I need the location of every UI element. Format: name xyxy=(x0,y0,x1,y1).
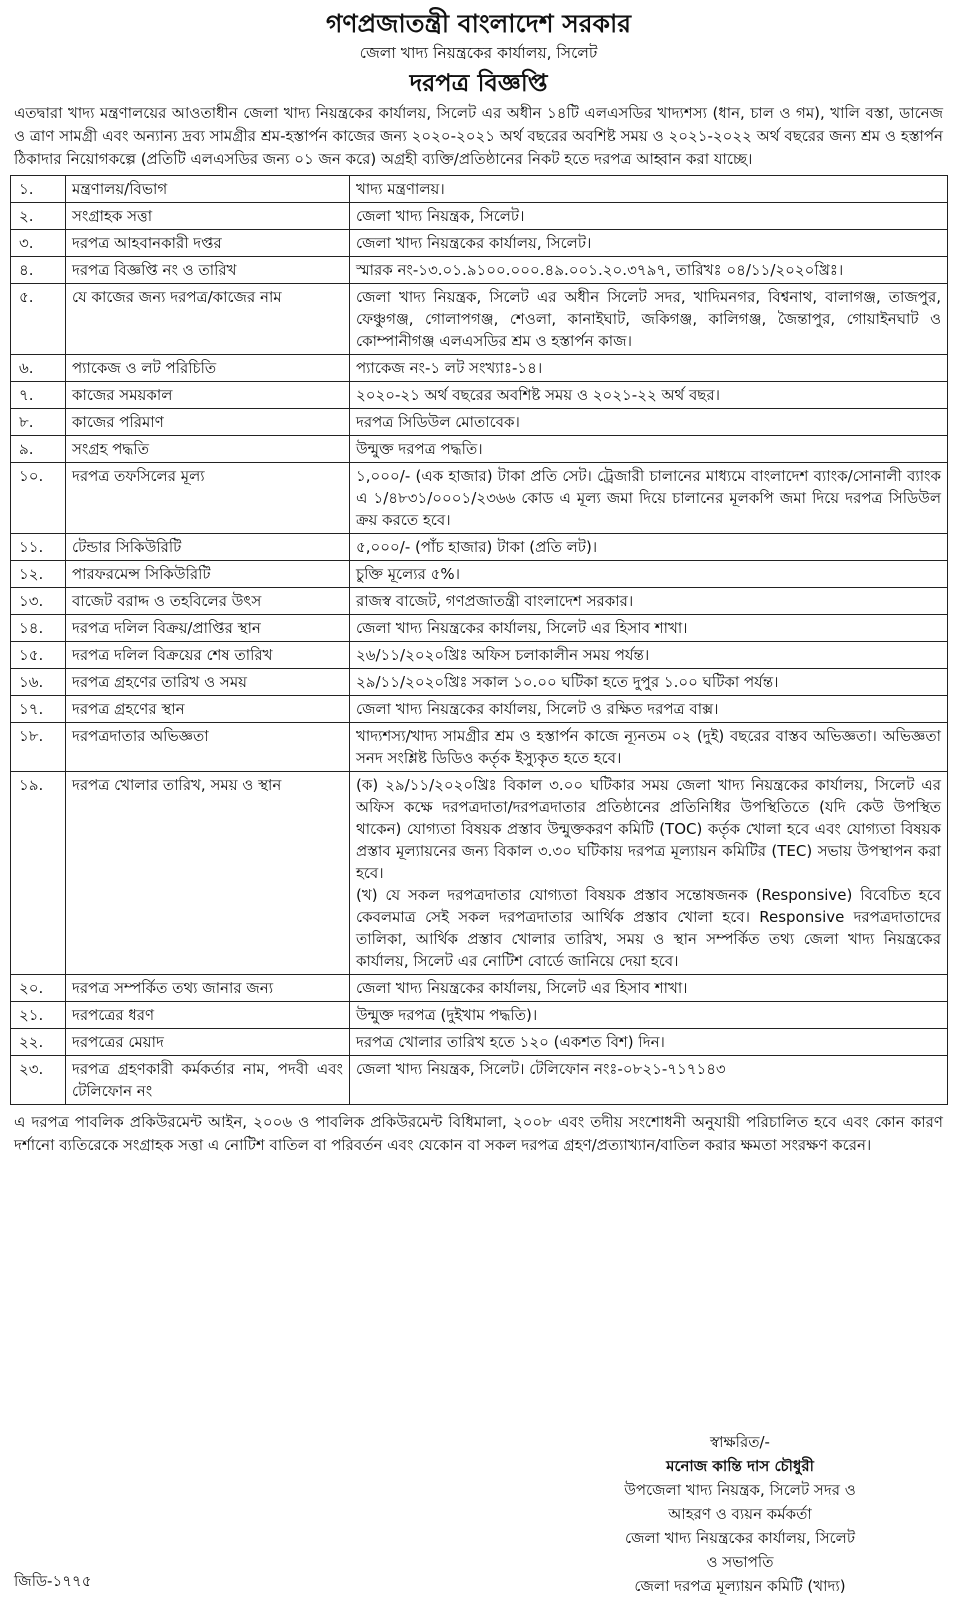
notice-title: দরপত্র বিজ্ঞপ্তি xyxy=(409,69,548,97)
row-value: জেলা খাদ্য নিয়ন্ত্রকের কার্যালয়, সিলেট। xyxy=(356,234,592,252)
row-value: উন্মুক্ত দরপত্র পদ্ধতি। xyxy=(356,440,483,458)
row-label: দরপত্র দলিল বিক্রয়ের শেষ তারিখ xyxy=(66,642,350,669)
row-value-cell xyxy=(350,615,948,642)
row-value-part-2: (খ) যে সকল দরপত্রদাতার যোগ্যতা বিষয়ক প্রস্তাব সন্তোষজনক (Responsive) বিবেচিত হবে কেবলমাত্র সেই সকল দরপত্রদাতার আর্থিক প্রস্তাব খোলা হবে। Responsive দরপত্রদাতাদের তালিকা, আর্থিক প্রস্তাব খোলার তারিখ, সময় ও স্থান সম্পর্কিত তথ্য জেলা খাদ্য নিয়ন্ত্রকের কার্যালয়, সিলেট এর নোটিশ বোর্ডে জানিয়ে দেয়া হবে। xyxy=(356,886,941,970)
row-number: ৫. xyxy=(11,284,66,355)
row-value-cell xyxy=(350,463,948,534)
row-number: ২. xyxy=(11,203,66,230)
table-row xyxy=(11,561,948,588)
row-number: ১৭. xyxy=(11,696,66,723)
row-number: ১২. xyxy=(11,561,66,588)
row-value-cell xyxy=(350,382,948,409)
row-value: জেলা খাদ্য নিয়ন্ত্রকের কার্যালয়, সিলেট এর হিসাব শাখা। xyxy=(356,979,688,997)
row-number: ১৬. xyxy=(11,669,66,696)
table-row xyxy=(11,1029,948,1056)
table-row xyxy=(11,257,948,284)
row-value-cell xyxy=(350,436,948,463)
row-value-cell xyxy=(350,203,948,230)
row-label: দরপত্রের মেয়াদ xyxy=(66,1029,350,1056)
row-number: ১৫. xyxy=(11,642,66,669)
row-value: স্মারক নং-১৩.০১.৯১০০.০০০.৪৯.০০১.২০.৩৭৯৭, তারিখঃ ০৪/১১/২০২০খ্রিঃ। xyxy=(356,261,844,279)
row-number: ২৩. xyxy=(11,1056,66,1105)
row-value-cell xyxy=(350,669,948,696)
row-value-cell xyxy=(350,642,948,669)
row-value-cell xyxy=(350,723,948,772)
table-row xyxy=(11,436,948,463)
table-row xyxy=(11,772,948,975)
row-value-cell xyxy=(350,975,948,1002)
row-label: দরপত্র দলিল বিক্রয়/প্রাপ্তির স্থান xyxy=(66,615,350,642)
row-label: কাজের সময়কাল xyxy=(66,382,350,409)
row-value: জেলা খাদ্য নিয়ন্ত্রকের কার্যালয়, সিলেট ও রক্ষিত দরপত্র বাক্স। xyxy=(356,700,719,718)
signatory-designation-5: জেলা দরপত্র মূল্যায়ন কমিটি (খাদ্য) xyxy=(634,1577,846,1595)
row-value-cell xyxy=(350,284,948,355)
table-row xyxy=(11,382,948,409)
row-value: দরপত্র খোলার তারিখ হতে ১২০ (একশত বিশ) দিন। xyxy=(356,1033,665,1051)
table-row xyxy=(11,669,948,696)
row-value-cell xyxy=(350,534,948,561)
table-row xyxy=(11,534,948,561)
row-value: খাদ্যশস্য/খাদ্য সামগ্রীর শ্রম ও হস্তার্পন কাজে ন্যূনতম ০২ (দুই) বছরের বাস্তব অভিজ্ঞতা। অভিজ্ঞতা সনদ সংশ্লিষ্ট ডিডিও কর্তৃক ইস্যুকৃত হতে হবে। xyxy=(356,727,941,767)
row-label: দরপত্র গ্রহণকারী কর্মকর্তার নাম, পদবী এবং টেলিফোন নং xyxy=(66,1056,350,1105)
row-number: ১৯. xyxy=(11,772,66,975)
row-number: ৮. xyxy=(11,409,66,436)
row-number: ৬. xyxy=(11,355,66,382)
row-label: টেন্ডার সিকিউরিটি xyxy=(66,534,350,561)
row-value-cell xyxy=(350,409,948,436)
row-number: ২১. xyxy=(11,1002,66,1029)
row-label: প্যাকেজ ও লট পরিচিতি xyxy=(66,355,350,382)
row-label: মন্ত্রণালয়/বিভাগ xyxy=(66,176,350,203)
row-label: দরপত্রদাতার অভিজ্ঞতা xyxy=(66,723,350,772)
row-number: ১৩. xyxy=(11,588,66,615)
row-number: ১৮. xyxy=(11,723,66,772)
signatory-designation-2: আহরণ ও ব্যয়ন কর্মকর্তা xyxy=(668,1505,812,1523)
row-label: দরপত্র আহবানকারী দপ্তর xyxy=(66,230,350,257)
row-number: ১০. xyxy=(11,463,66,534)
office-subtitle: জেলা খাদ্য নিয়ন্ত্রকের কার্যালয়, সিলেট xyxy=(359,44,598,62)
row-label: দরপত্র খোলার তারিখ, সময় ও স্থান xyxy=(66,772,350,975)
row-value-cell xyxy=(350,772,948,975)
row-number: ৯. xyxy=(11,436,66,463)
row-value-cell xyxy=(350,1002,948,1029)
row-value: ২০২০-২১ অর্থ বছরের অবশিষ্ট সময় ও ২০২১-২২ অর্থ বছর। xyxy=(356,386,721,404)
row-label: বাজেট বরাদ্দ ও তহবিলের উৎস xyxy=(66,588,350,615)
table-row xyxy=(11,355,948,382)
row-value-cell xyxy=(350,1029,948,1056)
tender-details-table xyxy=(10,175,948,1105)
row-value: ২৯/১১/২০২০খ্রিঃ সকাল ১০.০০ ঘটিকা হতে দুপুর ১.০০ ঘটিকা পর্যন্ত। xyxy=(356,673,779,691)
government-title: গণপ্রজাতন্ত্রী বাংলাদেশ সরকার xyxy=(326,9,631,38)
signatory-designation-3: জেলা খাদ্য নিয়ন্ত্রকের কার্যালয়, সিলেট xyxy=(625,1529,855,1547)
notice-header xyxy=(10,8,947,100)
row-value: প্যাকেজ নং-১ লট সংখ্যাঃ-১৪। xyxy=(356,359,543,377)
row-value-cell xyxy=(350,1056,948,1105)
row-label: দরপত্র তফসিলের মূল্য xyxy=(66,463,350,534)
row-label: যে কাজের জন্য দরপত্র/কাজের নাম xyxy=(66,284,350,355)
row-label: দরপত্র সম্পর্কিত তথ্য জানার জন্য xyxy=(66,975,350,1002)
row-value-cell xyxy=(350,588,948,615)
signatory-designation-1: উপজেলা খাদ্য নিয়ন্ত্রক, সিলেট সদর ও xyxy=(624,1481,856,1499)
row-value: ১,০০০/- (এক হাজার) টাকা প্রতি সেট। ট্রেজারী চালানের মাধ্যমে বাংলাদেশ ব্যাংক/সোনালী ব্যাংক এ ১/৪৮৩১/০০০১/২৩৬৬ কোড এ মূল্য জমা দিয়ে চালানের মূলকপি জমা দিয়ে দরপত্র সিডিউল ক্রয় করতে হবে। xyxy=(356,467,941,529)
row-value: জেলা খাদ্য নিয়ন্ত্রক, সিলেট। টেলিফোন নংঃ-০৮২১-৭১৭১৪৩ xyxy=(356,1060,726,1078)
row-label: দরপত্র গ্রহণের তারিখ ও সময় xyxy=(66,669,350,696)
row-label: সংগ্রাহক সত্তা xyxy=(66,203,350,230)
row-value: জেলা খাদ্য নিয়ন্ত্রক, সিলেট। xyxy=(356,207,525,225)
row-number: ২০. xyxy=(11,975,66,1002)
table-row xyxy=(11,615,948,642)
signature-block xyxy=(560,1430,920,1598)
row-value: উন্মুক্ত দরপত্র (দুইখাম পদ্ধতি)। xyxy=(356,1006,538,1024)
signatory-designation-4: ও সভাপতি xyxy=(706,1553,774,1571)
row-value: ৫,০০০/- (পাঁচ হাজার) টাকা (প্রতি লট)। xyxy=(356,538,598,556)
row-number: ২২. xyxy=(11,1029,66,1056)
row-number: ৭. xyxy=(11,382,66,409)
table-row xyxy=(11,463,948,534)
table-row xyxy=(11,1002,948,1029)
table-row xyxy=(11,642,948,669)
row-value: জেলা খাদ্য নিয়ন্ত্রক, সিলেট এর অধীন সিলেট সদর, খাদিমনগর, বিশ্বনাথ, বালাগঞ্জ, তাজপুর, ফেঞ্চুগঞ্জ, গোলাপগঞ্জ, শেওলা, কানাইঘাট, জকিগঞ্জ, কালিগঞ্জ, জৈন্তাপুর, গোয়াইনঘাট ও কোম্পানীগঞ্জ এলএসডির শ্রম ও হস্তার্পন কাজ। xyxy=(356,288,941,350)
row-value: চুক্তি মূল্যের ৫%। xyxy=(356,565,460,583)
row-value: রাজস্ব বাজেট, গণপ্রজাতন্ত্রী বাংলাদেশ সরকার। xyxy=(356,592,634,610)
table-row xyxy=(11,1056,948,1105)
row-value-cell xyxy=(350,176,948,203)
row-label: দরপত্রের ধরণ xyxy=(66,1002,350,1029)
row-number: ১. xyxy=(11,176,66,203)
row-value: ২৬/১১/২০২০খ্রিঃ অফিস চলাকালীন সময় পর্যন্ত। xyxy=(356,646,650,664)
intro-paragraph: এতদ্বারা খাদ্য মন্ত্রণালয়ের আওতাধীন জেলা খাদ্য নিয়ন্ত্রকের কার্যালয়, সিলেট এর অধীন ১৪টি এলএসডির খাদ্যশস্য (ধান, চাল ও গম), খালি বস্তা, ডানেজ ও ত্রাণ সামগ্রী এবং অন্যান্য দ্রব্য সামগ্রীর শ্রম-হস্তার্পন কাজের জন্য ২০২০-২০২১ অর্থ বছরের অবশিষ্ট সময় ও ২০২১-২০২২ অর্থ বছরের জন্য শ্রম ও হস্তার্পন ঠিকাদার নিয়োগকল্পে (প্রতিটি এলএসডির জন্য ০১ জন করে) অগ্রহী ব্যক্তি/প্রতিষ্ঠানের নিকট হতে দরপত্র আহ্বান করা যাচ্ছে। xyxy=(14,104,943,168)
row-number: ১৪. xyxy=(11,615,66,642)
row-number: ৩. xyxy=(11,230,66,257)
row-value-cell xyxy=(350,696,948,723)
table-row xyxy=(11,409,948,436)
table-row xyxy=(11,588,948,615)
table-row xyxy=(11,230,948,257)
row-label: দরপত্র বিজ্ঞপ্তি নং ও তারিখ xyxy=(66,257,350,284)
row-label: সংগ্রহ পদ্ধতি xyxy=(66,436,350,463)
row-value-cell xyxy=(350,561,948,588)
table-row xyxy=(11,203,948,230)
row-value-cell xyxy=(350,257,948,284)
row-number: ১১. xyxy=(11,534,66,561)
row-number: ৪. xyxy=(11,257,66,284)
table-row xyxy=(11,284,948,355)
row-value: জেলা খাদ্য নিয়ন্ত্রকের কার্যালয়, সিলেট এর হিসাব শাখা। xyxy=(356,619,688,637)
row-value-cell xyxy=(350,355,948,382)
row-label: কাজের পরিমাণ xyxy=(66,409,350,436)
signed-label: স্বাক্ষরিত/- xyxy=(710,1433,770,1451)
row-value: দরপত্র সিডিউল মোতাবেক। xyxy=(356,413,520,431)
table-row xyxy=(11,696,948,723)
row-label: পারফরমেন্স সিকিউরিটি xyxy=(66,561,350,588)
table-row xyxy=(11,975,948,1002)
signatory-name: মনোজ কান্তি দাস চৌধুরী xyxy=(666,1457,814,1475)
row-value: খাদ্য মন্ত্রণালয়। xyxy=(356,180,445,198)
footer-paragraph: এ দরপত্র পাবলিক প্রকিউরমেন্ট আইন, ২০০৬ ও পাবলিক প্রকিউরমেন্ট বিধিমালা, ২০০৮ এবং তদীয় সংশোধনী অনুযায়ী পরিচালিত হবে এবং কোন কারণ দর্শানো ব্যতিরেকে সংগ্রাহক সত্তা এ নোটিশ বাতিল বা পরিবর্তন এবং যেকোন বা সকল দরপত্র গ্রহণ/প্রত্যাখ্যান/বাতিল করার ক্ষমতা সংরক্ষণ করেন। xyxy=(14,1113,943,1154)
gd-number: জিডি-১৭৭৫ xyxy=(14,1572,92,1590)
row-value: (ক) ২৯/১১/২০২০খ্রিঃ বিকাল ৩.০০ ঘটিকার সময় জেলা খাদ্য নিয়ন্ত্রকের কার্যালয়, সিলেট এর অফিস কক্ষে দরপত্রদাতা/দরপত্রদাতার প্রতিষ্ঠানের প্রতিনিধির উপস্থিতিতে (যদি কেউ উপস্থিত থাকেন) যোগ্যতা বিষয়ক প্রস্তাব উন্মুক্তকরণ কমিটি (TOC) কর্তৃক খোলা হবে এবং যোগ্যতা বিষয়ক প্রস্তাব মূল্যায়নের জন্য বিকাল ৩.৩০ ঘটিকায় দরপত্র মূল্যায়ন কমিটির (TEC) সভায় উপস্থাপন করা হবে। xyxy=(356,776,941,882)
row-label: দরপত্র গ্রহণের স্থান xyxy=(66,696,350,723)
table-row xyxy=(11,723,948,772)
table-row xyxy=(11,176,948,203)
row-value-cell xyxy=(350,230,948,257)
